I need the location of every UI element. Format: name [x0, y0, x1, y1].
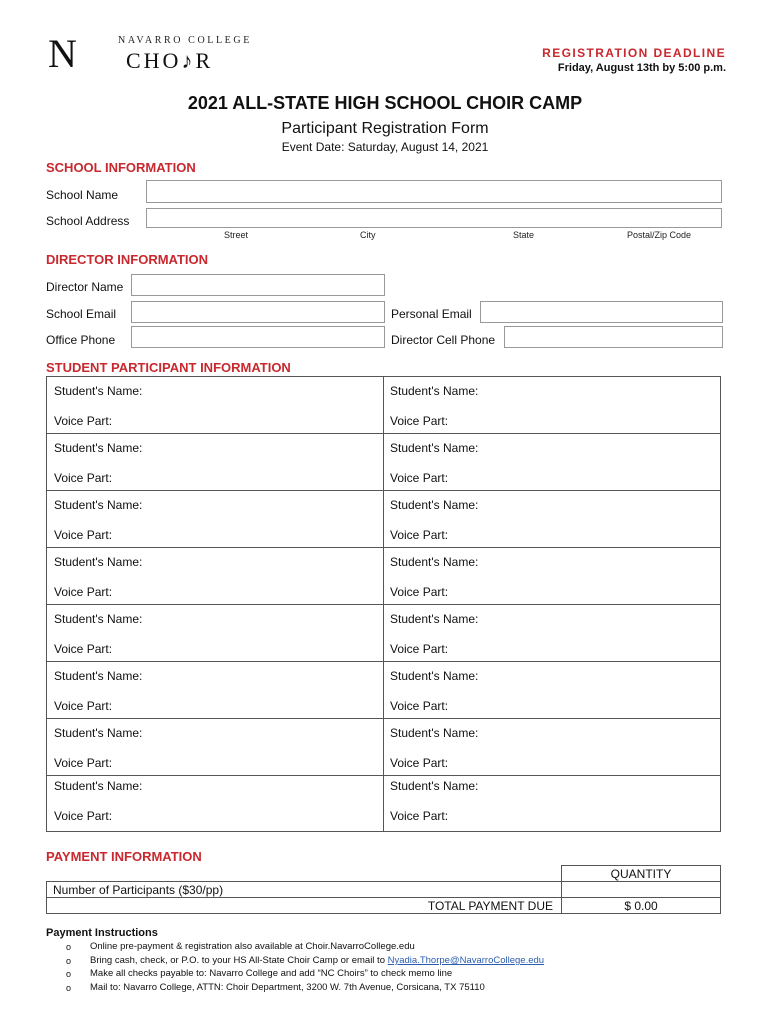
- student-name-label[interactable]: Student's Name:: [390, 498, 479, 512]
- student-row: [47, 776, 720, 833]
- address-city-label: City: [360, 230, 376, 240]
- address-state-label: State: [513, 230, 535, 240]
- bullet-icon: o: [66, 983, 72, 993]
- voice-part-label[interactable]: Voice Part:: [390, 809, 449, 823]
- event-date: Event Date: Saturday, August 14, 2021: [281, 140, 489, 154]
- personal-email-label: Personal Email: [391, 307, 472, 321]
- student-name-label[interactable]: Student's Name:: [390, 612, 479, 626]
- school-email-field[interactable]: [131, 301, 385, 323]
- voice-part-label[interactable]: Voice Part:: [54, 528, 113, 542]
- student-row: [47, 662, 720, 719]
- payment-instruction-item: Make all checks payable to: Navarro College and add “NC Choirs” to check memo line: [90, 968, 453, 979]
- school-email-label: School Email: [46, 307, 117, 321]
- cell-phone-label: Director Cell Phone: [391, 333, 496, 347]
- logo-wordmark: CHO♪R: [126, 48, 214, 73]
- bullet-icon: o: [66, 969, 72, 979]
- voice-part-label[interactable]: Voice Part:: [390, 528, 449, 542]
- participants-quantity-field[interactable]: [561, 881, 721, 898]
- student-name-label[interactable]: Student's Name:: [54, 441, 143, 455]
- students-section-heading: STUDENT PARTICIPANT INFORMATION: [46, 360, 291, 375]
- logo-letter: N: [48, 31, 77, 76]
- logo-subtitle: NAVARRO COLLEGE: [118, 35, 252, 46]
- payment-instruction-item: Mail to: Navarro College, ATTN: Choir Department, 3200 W. 7th Avenue, Corsicana, TX 75110: [90, 982, 485, 993]
- voice-part-label[interactable]: Voice Part:: [390, 699, 449, 713]
- student-name-label[interactable]: Student's Name:: [390, 555, 479, 569]
- payment-instruction-item: [90, 955, 544, 966]
- student-name-label[interactable]: Student's Name:: [54, 555, 143, 569]
- personal-email-field[interactable]: [480, 301, 723, 323]
- email-link[interactable]: Nyadia.Thorpe@NavarroCollege.edu: [387, 955, 545, 966]
- student-table: [46, 376, 721, 832]
- payment-instructions-heading: Payment Instructions: [46, 927, 158, 939]
- page-title: 2021 ALL-STATE HIGH SCHOOL CHOIR CAMP: [187, 93, 583, 113]
- director-name-label: Director Name: [46, 280, 124, 294]
- student-name-label[interactable]: Student's Name:: [390, 384, 479, 398]
- student-row: [47, 605, 720, 662]
- student-row: [47, 491, 720, 548]
- school-section-heading: SCHOOL INFORMATION: [46, 160, 196, 175]
- page-subtitle: Participant Registration Form: [281, 120, 489, 137]
- student-name-label[interactable]: Student's Name:: [390, 441, 479, 455]
- payment-instruction-text: Bring cash, check, or P.O. to your HS All-State Choir Camp or email to: [90, 955, 388, 966]
- total-payment-label: TOTAL PAYMENT DUE: [46, 897, 562, 914]
- voice-part-label[interactable]: Voice Part:: [54, 471, 113, 485]
- student-row: [47, 719, 720, 776]
- total-payment-value: $ 0.00: [561, 897, 721, 914]
- student-name-label[interactable]: Student's Name:: [54, 498, 143, 512]
- voice-part-label[interactable]: Voice Part:: [54, 414, 113, 428]
- school-address-field[interactable]: [146, 208, 722, 228]
- deadline-title: REGISTRATION DEADLINE: [542, 46, 726, 60]
- student-row: [47, 434, 720, 491]
- student-name-label[interactable]: Student's Name:: [54, 612, 143, 626]
- student-row: [47, 377, 720, 434]
- bullet-icon: o: [66, 956, 72, 966]
- voice-part-label[interactable]: Voice Part:: [390, 585, 449, 599]
- director-section-heading: DIRECTOR INFORMATION: [46, 252, 209, 267]
- office-phone-label: Office Phone: [46, 333, 116, 347]
- voice-part-label[interactable]: Voice Part:: [390, 756, 449, 770]
- student-name-label[interactable]: Student's Name:: [390, 669, 479, 683]
- cell-phone-field[interactable]: [504, 326, 723, 348]
- deadline-text: Friday, August 13th by 5:00 p.m.: [557, 62, 726, 74]
- bullet-icon: o: [66, 942, 72, 952]
- voice-part-label[interactable]: Voice Part:: [54, 809, 113, 823]
- voice-part-label[interactable]: Voice Part:: [390, 414, 449, 428]
- director-name-field[interactable]: [131, 274, 385, 296]
- payment-section-heading: PAYMENT INFORMATION: [46, 849, 202, 864]
- student-name-label[interactable]: Student's Name:: [54, 669, 143, 683]
- student-name-label[interactable]: Student's Name:: [54, 779, 143, 793]
- student-name-label[interactable]: Student's Name:: [54, 384, 143, 398]
- student-row: [47, 548, 720, 605]
- student-name-label[interactable]: Student's Name:: [54, 726, 143, 740]
- voice-part-label[interactable]: Voice Part:: [54, 642, 113, 656]
- quantity-header: QUANTITY: [561, 865, 721, 882]
- voice-part-label[interactable]: Voice Part:: [54, 585, 113, 599]
- address-street-label: Street: [224, 230, 249, 240]
- participants-label: Number of Participants ($30/pp): [46, 881, 562, 898]
- address-zip-label: Postal/Zip Code: [627, 230, 692, 240]
- payment-instruction-item: Online pre-payment & registration also available at Choir.NavarroCollege.edu: [90, 941, 415, 952]
- student-name-label[interactable]: Student's Name:: [390, 726, 479, 740]
- voice-part-label[interactable]: Voice Part:: [54, 756, 113, 770]
- school-name-label: School Name: [46, 188, 119, 202]
- office-phone-field[interactable]: [131, 326, 385, 348]
- school-name-field[interactable]: [146, 180, 722, 203]
- school-address-label: School Address: [46, 214, 130, 228]
- student-name-label[interactable]: Student's Name:: [390, 779, 479, 793]
- voice-part-label[interactable]: Voice Part:: [54, 699, 113, 713]
- voice-part-label[interactable]: Voice Part:: [390, 642, 449, 656]
- voice-part-label[interactable]: Voice Part:: [390, 471, 449, 485]
